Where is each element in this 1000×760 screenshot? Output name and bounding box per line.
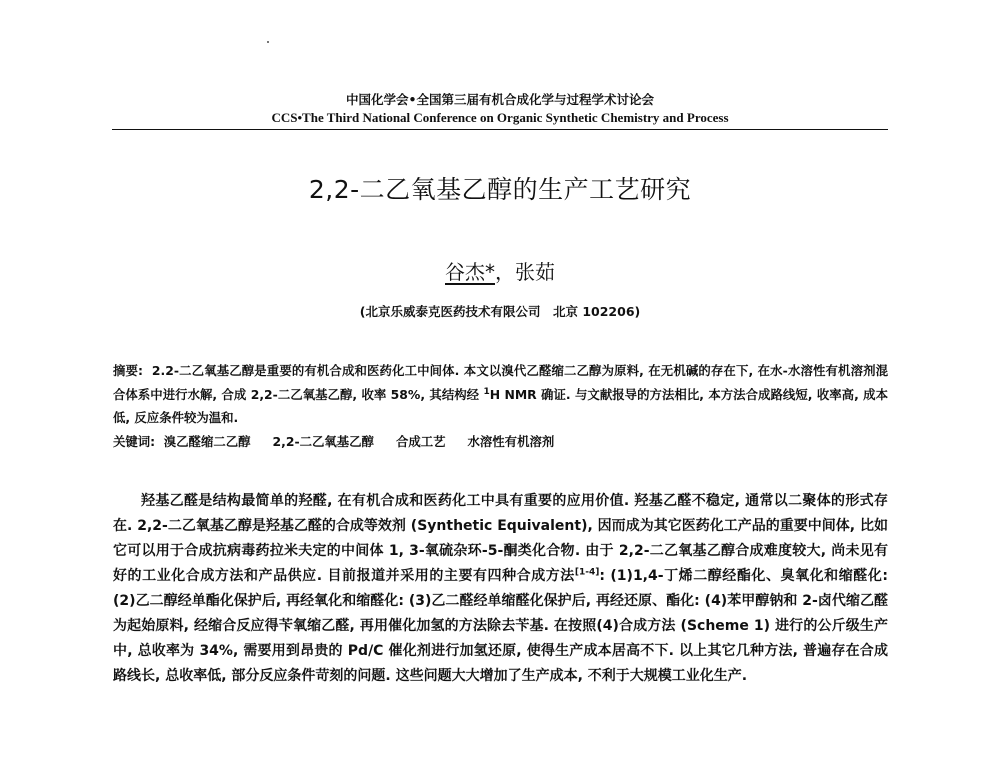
- abstract-text-pre: 2.2-二乙氧基乙醇是重要的有机合成和医药化工中间体. 本文以溴代乙醛缩二乙醇为原料, 在无机碱的存在下, 在水-水溶性有机溶剂混合体系中进行水解, 合成 2,2-二乙氧基乙醇, 收率 58%, 其结构经: [113, 363, 889, 402]
- affiliation: (北京乐威泰克医药技术有限公司 北京 102206): [359, 304, 641, 319]
- author-line: [0, 256, 1000, 285]
- abstract: [113, 359, 888, 430]
- scan-speck: [267, 41, 269, 43]
- author-2: 张茹: [515, 260, 555, 284]
- header-rule: [112, 129, 888, 130]
- conference-header: [110, 91, 890, 127]
- body-paragraph: [113, 489, 888, 689]
- author-separator: ，: [495, 260, 515, 284]
- body-section: [113, 489, 888, 689]
- keywords-label: 关键词:: [113, 433, 156, 449]
- keyword: 溴乙醛缩二乙醇: [163, 433, 251, 449]
- conference-name-cn: 中国化学会•全国第三届有机合成化学与过程学术讨论会: [346, 92, 654, 107]
- nmr-superscript: 1: [483, 386, 490, 397]
- conference-name-en: CCS•The Third National Conference on Organic Synthetic Chemistry and Process: [271, 110, 729, 125]
- paper-title: 2,2-二乙氧基乙醇的生产工艺研究: [308, 175, 692, 204]
- body-text-post: : (1)1,4-丁烯二醇经酯化、臭氧化和缩醛化: (2)乙二醇经单酯化保护后, 再经氧化和缩醛化: (3)乙二醛经单缩醛化保护后, 再经还原、酯化: (4)苯甲醇钠和 2-卤代缩乙醛为起始原料, 经缩合反应得苄氧缩乙醛, 再用催化加氢的方法除去苄基. 在按照(4)合成方法 (Scheme 1) 进行的公斤级生产中, 总收率为 34%, 需要用到昂贵的 Pd/C 催化剂进行加氢还原, 使得生产成本居高不下. 以上其它几种方法, 普遍存在合成路线长, 总收率低, 部分反应条件苛刻的问题. 这些问题大大增加了生产成本, 不利于大规模工业化生产.: [113, 568, 888, 684]
- abstract-text-post: H NMR 确证. 与文献报导的方法相比, 本方法合成路线短, 收率高, 成本低, 反应条件较为温和.: [113, 386, 888, 425]
- keyword: 水溶性有机溶剂: [467, 433, 555, 449]
- abstract-block: [113, 359, 888, 453]
- keywords: [113, 430, 888, 454]
- author-1: 谷杰*: [445, 260, 495, 284]
- body-text-pre: 羟基乙醛是结构最简单的羟醛, 在有机合成和医药化工中具有重要的应用价值. 羟基乙醛不稳定, 通常以二聚体的形式存在. 2,2-二乙氧基乙醇是羟基乙醛的合成等效剂 (Synthetic Equivalent), 因而成为其它医药化工产品的重要中间体, 比如它可以用于合成抗病毒药拉米夫定的中间体 1, 3-氧硫杂环-5-酮类化合物. 由于 2,2-二乙氧基乙醇合成难度较大, 尚未见有好的工业化合成方法和产品供应. 目前报道并采用的主要有四种合成方法: [113, 493, 888, 584]
- keyword: 合成工艺: [395, 433, 446, 449]
- abstract-label: 摘要:: [113, 363, 144, 378]
- keyword: 2,2-二乙氧基乙醇: [272, 433, 374, 449]
- reference-citation: [1-4]: [574, 567, 600, 578]
